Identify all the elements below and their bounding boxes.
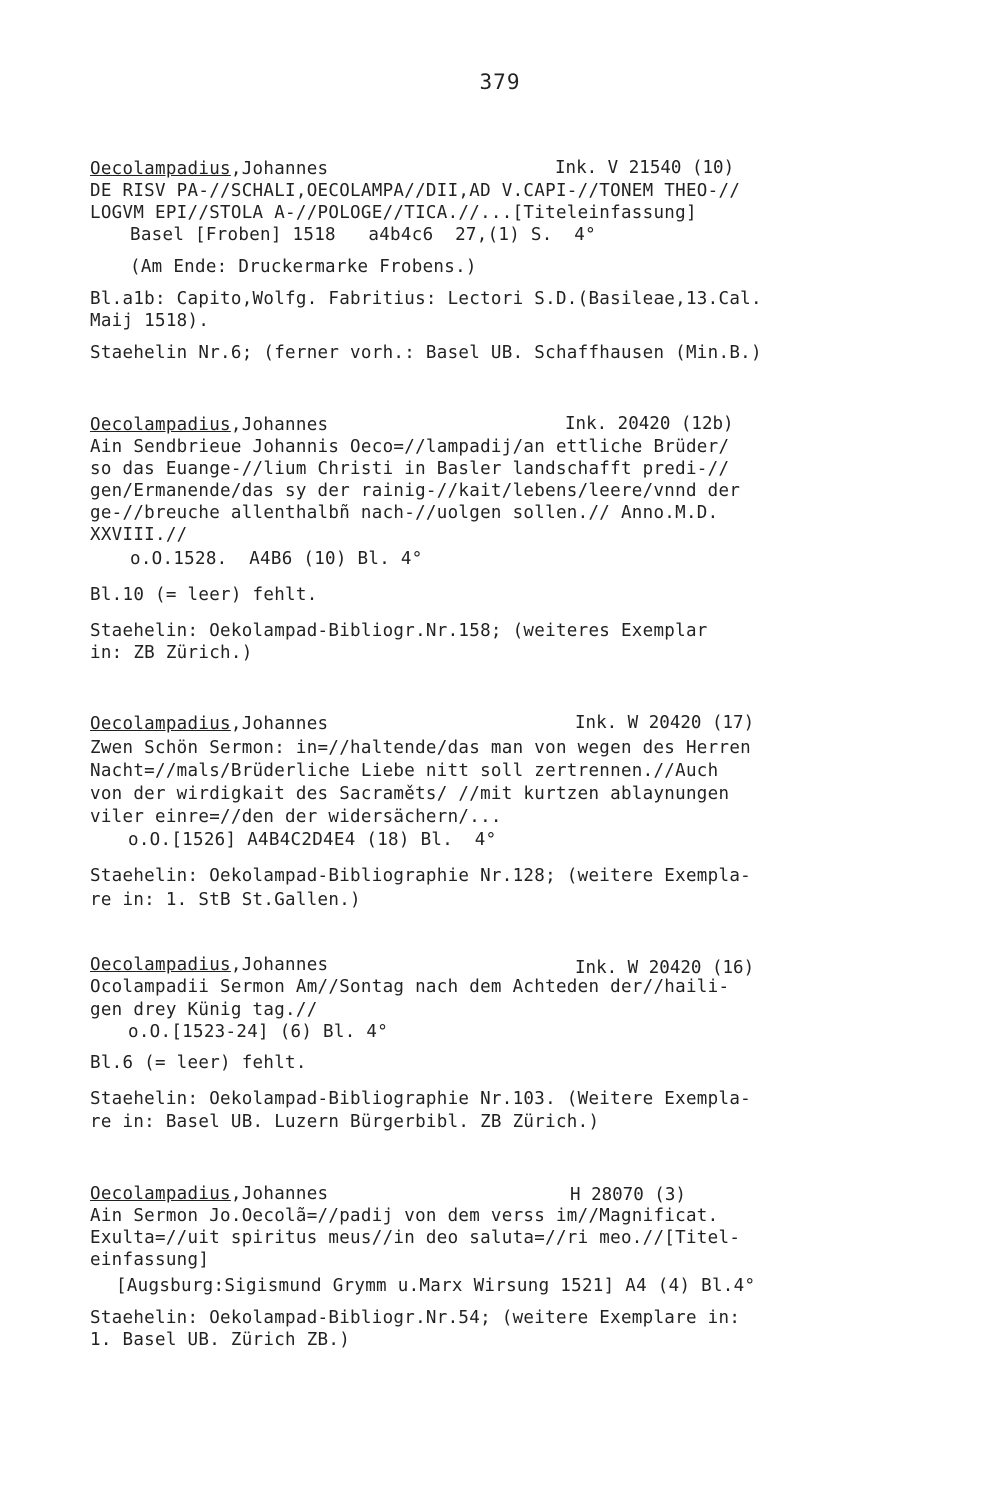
imprint: o.O.[1523-24] (6) Bl. 4°: [128, 1022, 389, 1042]
title-line: Nacht=//mals/Brüderliche Liebe nitt soll zertrennen.//Auch: [90, 761, 719, 781]
note: Bl.10 (= leer) fehlt.: [90, 585, 318, 605]
title-line: Ocolampadii Sermon Am//Sontag nach dem Achteden der//haili-: [90, 977, 730, 997]
title-line: so das Euange-//lium Christi in Basler landschafft predi-//: [90, 459, 730, 479]
author-forename: ,Johannes: [230, 159, 329, 179]
author-name: Oecolampadius: [90, 159, 231, 179]
shelfmark: Ink. V 21540 (10): [555, 158, 735, 178]
author-name: Oecolampadius: [90, 415, 231, 435]
title-line: Ain Sermon Jo.Oecolã=//padij von dem verss im//Magnificat.: [90, 1206, 719, 1226]
title-line: Exulta=//uit spiritus meus//in deo saluta=//ri meo.//[Titel-: [90, 1228, 741, 1248]
shelfmark: Ink. W 20420 (16): [575, 958, 755, 978]
note: Maij 1518).: [90, 311, 210, 331]
note: 1. Basel UB. Zürich ZB.): [90, 1330, 351, 1350]
entry-heading: [90, 1183, 328, 1205]
entry-heading: [90, 954, 328, 976]
imprint: o.O.1528. A4B6 (10) Bl. 4°: [130, 549, 423, 569]
title-line: von der wirdigkait des Sacraměts/ //mit kurtzen ablaynungen: [90, 784, 730, 804]
author-name: Oecolampadius: [90, 714, 231, 734]
imprint: [Augsburg:Sigismund Grymm u.Marx Wirsung 1521] A4 (4) Bl.4°: [116, 1276, 756, 1296]
author-forename: ,Johannes: [230, 1184, 329, 1204]
note: Staehelin: Oekolampad-Bibliographie Nr.128; (weitere Exempla-: [90, 866, 751, 886]
note: Bl.a1b: Capito,Wolfg. Fabritius: Lectori S.D.(Basileae,13.Cal.: [90, 289, 762, 309]
shelfmark: H 28070 (3): [570, 1185, 686, 1205]
note: (Am Ende: Druckermarke Frobens.): [130, 257, 477, 277]
note: Staehelin: Oekolampad-Bibliographie Nr.103. (Weitere Exempla-: [90, 1089, 751, 1109]
note: re in: 1. StB St.Gallen.): [90, 890, 361, 910]
title-line: gen/Ermanende/das sy der rainig-//kait/lebens/leere/vnnd der: [90, 481, 741, 501]
title-line: ge-//breuche allenthalbñ nach-//uolgen sollen.// Anno.M.D.: [90, 503, 719, 523]
title-line: LOGVM EPI//STOLA A-//POLOGE//TICA.//...[Titeleinfassung]: [90, 203, 697, 223]
entry-heading: [90, 158, 328, 180]
imprint: Basel [Froben] 1518 a4b4c6 27,(1) S. 4°: [130, 225, 596, 245]
author-name: Oecolampadius: [90, 1184, 231, 1204]
imprint: o.O.[1526] A4B4C2D4E4 (18) Bl. 4°: [128, 830, 497, 850]
shelfmark: Ink. W 20420 (17): [575, 713, 755, 733]
entry-heading: [90, 713, 328, 735]
title-line: einfassung]: [90, 1250, 210, 1270]
note: Staehelin Nr.6; (ferner vorh.: Basel UB. Schaffhausen (Min.B.): [90, 343, 762, 363]
note: Staehelin: Oekolampad-Bibliogr.Nr.158; (weiteres Exemplar: [90, 621, 708, 641]
note: Staehelin: Oekolampad-Bibliogr.Nr.54; (weitere Exemplare in:: [90, 1308, 741, 1328]
page-number: 379: [479, 70, 521, 94]
author-name: Oecolampadius: [90, 955, 231, 975]
author-forename: ,Johannes: [230, 955, 329, 975]
author-forename: ,Johannes: [230, 714, 329, 734]
title-line: XXVIII.//: [90, 525, 188, 545]
shelfmark: Ink. 20420 (12b): [565, 414, 734, 434]
entry-heading: [90, 414, 328, 436]
note: in: ZB Zürich.): [90, 643, 253, 663]
title-line: Ain Sendbrieue Johannis Oeco=//lampadij/an ettliche Brüder/: [90, 437, 730, 457]
note: Bl.6 (= leer) fehlt.: [90, 1053, 307, 1073]
title-line: Zwen Schön Sermon: in=//haltende/das man von wegen des Herren: [90, 738, 751, 758]
title-line: gen drey Künig tag.//: [90, 1000, 318, 1020]
author-forename: ,Johannes: [230, 415, 329, 435]
note: re in: Basel UB. Luzern Bürgerbibl. ZB Zürich.): [90, 1112, 600, 1132]
title-line: DE RISV PA-//SCHALI,OECOLAMPA//DII,AD V.CAPI-//TONEM THEO-//: [90, 181, 741, 201]
title-line: viler einre=//den der widersächern/...: [90, 807, 502, 827]
